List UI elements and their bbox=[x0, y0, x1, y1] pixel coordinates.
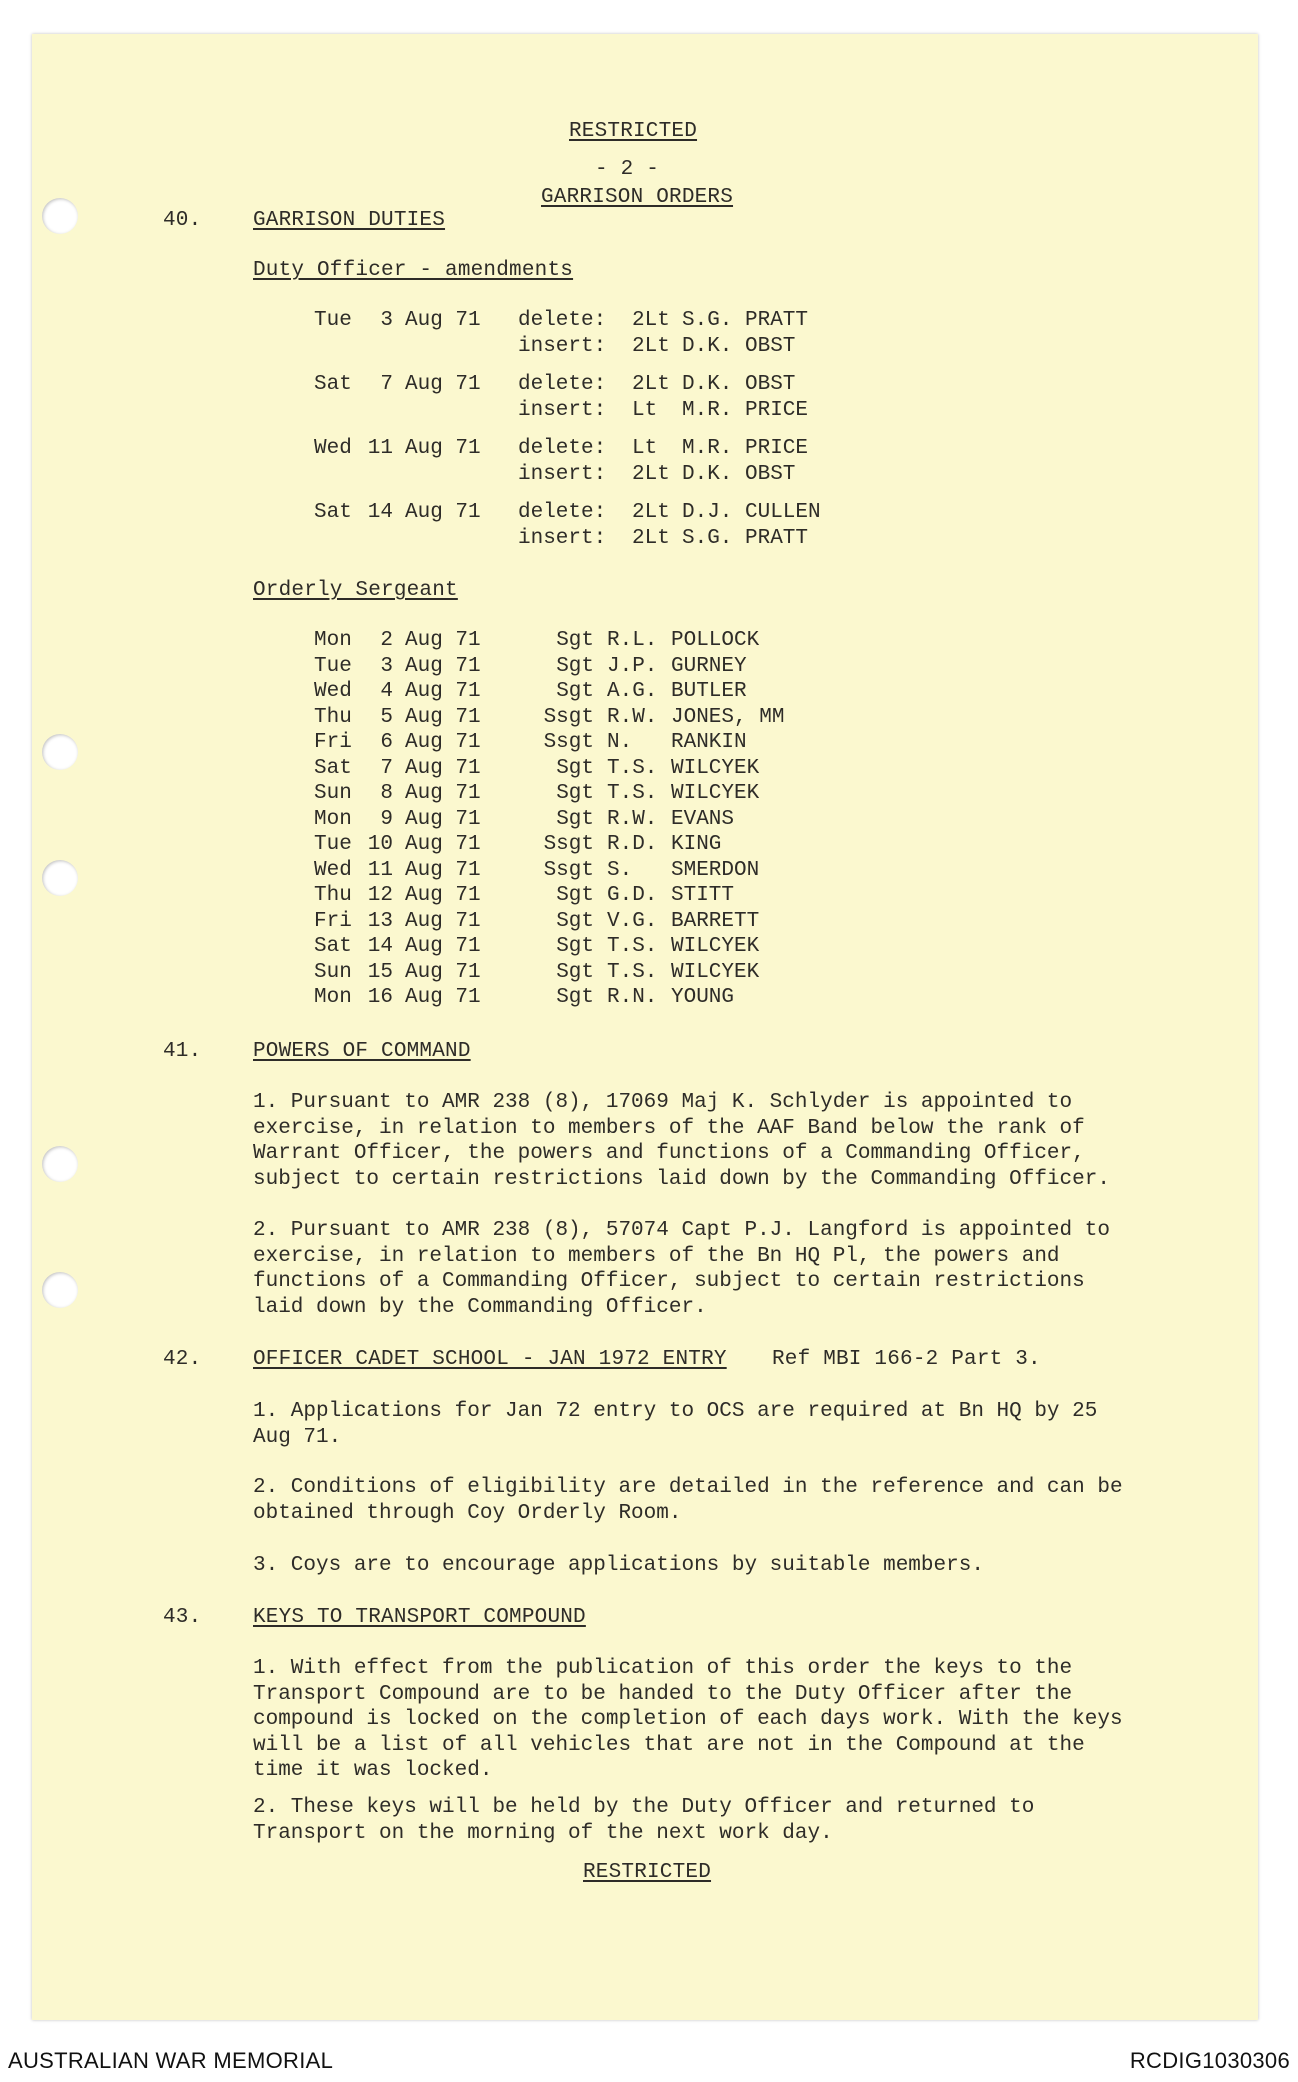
orderly-sergeant-rank: Sgt bbox=[556, 935, 594, 958]
orderly-sergeant-date: 11 bbox=[367, 858, 393, 882]
duty-officer-day: Sat bbox=[314, 501, 352, 524]
punch-hole bbox=[42, 198, 78, 234]
duty-officer-ins-label: insert: bbox=[518, 399, 607, 422]
duty-officer-date: 14 bbox=[367, 501, 393, 524]
subsection-heading: Orderly Sergeant bbox=[253, 579, 458, 602]
orderly-sergeant-mon: Aug 71 bbox=[405, 833, 481, 856]
duty-officer-ins-init: D.K. bbox=[682, 463, 733, 486]
orderly-sergeant-init: T.S. bbox=[607, 935, 658, 958]
orderly-sergeant-mon: Aug 71 bbox=[405, 935, 481, 958]
orderly-sergeant-name: EVANS bbox=[671, 807, 735, 831]
duty-officer-ins-name: OBST bbox=[745, 463, 796, 486]
orderly-sergeant-rank: Sgt bbox=[556, 782, 594, 805]
orderly-sergeant-init: T.S. bbox=[607, 782, 658, 805]
orderly-sergeant-rank: Sgt bbox=[556, 909, 594, 933]
orderly-sergeant-name: POLLOCK bbox=[671, 629, 760, 652]
orderly-sergeant-date: 7 bbox=[380, 756, 393, 780]
orderly-sergeant-rank: Sgt bbox=[556, 884, 594, 907]
duty-officer-del-rank: Lt bbox=[632, 437, 658, 460]
orderly-sergeant-row bbox=[0, 756, 1298, 782]
orderly-sergeant-mon: Aug 71 bbox=[405, 960, 481, 984]
duty-officer-row bbox=[0, 372, 1298, 424]
paragraph: 1. With effect from the publication of this order the keys to the Transport Compound are to be handed to the Duty Officer after the compound is locked on the completion of each days work. With the keys will be a list of all vehicles that are not in the Compound at the time it was locked. bbox=[253, 1657, 1123, 1782]
orderly-sergeant-name: JONES, MM bbox=[671, 705, 785, 729]
orderly-sergeant-name: STITT bbox=[671, 884, 735, 907]
duty-officer-del-rank: 2Lt bbox=[632, 501, 670, 524]
section-reference: Ref MBI 166-2 Part 3. bbox=[772, 1348, 1041, 1371]
orderly-sergeant-row bbox=[0, 705, 1298, 731]
orderly-sergeant-rank: Sgt bbox=[556, 960, 594, 984]
duty-officer-ins-name: PRICE bbox=[745, 399, 809, 422]
orderly-sergeant-date: 14 bbox=[367, 935, 393, 958]
duty-officer-del-label: delete: bbox=[518, 309, 607, 332]
orderly-sergeant-date: 13 bbox=[367, 909, 393, 933]
orderly-sergeant-date: 9 bbox=[380, 807, 393, 831]
orderly-sergeant-init: V.G. bbox=[607, 909, 658, 933]
paragraph: 2. These keys will be held by the Duty Officer and returned to Transport on the morning of the next work day. bbox=[253, 1796, 1035, 1845]
orderly-sergeant-row bbox=[0, 654, 1298, 680]
paragraph: 1. Pursuant to AMR 238 (8), 17069 Maj K. Schlyder is appointed to exercise, in relation to members of the AAF Band below the rank of Warrant Officer, the powers and functions of a Commanding Officer, subject to certain restrictions laid down by the Commanding Officer. bbox=[253, 1091, 1110, 1191]
orderly-sergeant-day: Fri bbox=[314, 731, 352, 754]
orderly-sergeant-row bbox=[0, 883, 1298, 909]
orderly-sergeant-date: 5 bbox=[380, 705, 393, 729]
orderly-sergeant-day: Tue bbox=[314, 654, 352, 678]
orderly-sergeant-day: Wed bbox=[314, 680, 352, 703]
duty-officer-del-name: PRICE bbox=[745, 437, 809, 460]
orderly-sergeant-name: BUTLER bbox=[671, 680, 747, 703]
orderly-sergeant-row bbox=[0, 730, 1298, 756]
section-heading: GARRISON DUTIES bbox=[253, 209, 446, 232]
orderly-sergeant-rank: Sgt bbox=[556, 654, 594, 678]
orderly-sergeant-name: WILCYEK bbox=[671, 960, 760, 984]
duty-officer-del-name: OBST bbox=[745, 373, 796, 396]
duty-officer-row bbox=[0, 308, 1298, 360]
orderly-sergeant-date: 2 bbox=[380, 629, 393, 652]
orderly-sergeant-name: KING bbox=[671, 833, 722, 856]
orderly-sergeant-row bbox=[0, 858, 1298, 884]
duty-officer-date: 3 bbox=[380, 309, 393, 332]
duty-officer-day: Wed bbox=[314, 437, 352, 460]
section-number: 41. bbox=[163, 1040, 202, 1063]
footer-source: AUSTRALIAN WAR MEMORIAL bbox=[8, 2048, 334, 2073]
orderly-sergeant-rank: Ssgt bbox=[543, 705, 594, 729]
orderly-sergeant-name: SMERDON bbox=[671, 858, 760, 882]
orderly-sergeant-init: R.W. bbox=[607, 807, 658, 831]
duty-officer-del-init: D.J. bbox=[682, 501, 733, 524]
duty-officer-date: 7 bbox=[380, 373, 393, 396]
duty-officer-ins-init: M.R. bbox=[682, 399, 733, 422]
duty-officer-ins-label: insert: bbox=[518, 463, 607, 486]
orderly-sergeant-mon: Aug 71 bbox=[405, 884, 481, 907]
duty-officer-ins-rank: Lt bbox=[632, 399, 658, 422]
orderly-sergeant-row bbox=[0, 985, 1298, 1011]
orderly-sergeant-row bbox=[0, 781, 1298, 807]
orderly-sergeant-date: 8 bbox=[380, 782, 393, 805]
orderly-sergeant-init: N. bbox=[607, 731, 633, 754]
duty-officer-row bbox=[0, 436, 1298, 488]
section-heading: KEYS TO TRANSPORT COMPOUND bbox=[253, 1606, 586, 1629]
punch-hole bbox=[42, 1146, 78, 1182]
orderly-sergeant-name: WILCYEK bbox=[671, 935, 760, 958]
orderly-sergeant-day: Mon bbox=[314, 986, 352, 1009]
orderly-sergeant-mon: Aug 71 bbox=[405, 807, 481, 831]
duty-officer-row bbox=[0, 500, 1298, 552]
orderly-sergeant-row bbox=[0, 934, 1298, 960]
orderly-sergeant-date: 12 bbox=[367, 884, 393, 907]
duty-officer-ins-name: PRATT bbox=[745, 527, 809, 550]
document-title: GARRISON ORDERS bbox=[541, 186, 734, 209]
duty-officer-ins-rank: 2Lt bbox=[632, 335, 670, 358]
paragraph: 3. Coys are to encourage applications by suitable members. bbox=[253, 1554, 984, 1577]
orderly-sergeant-name: BARRETT bbox=[671, 909, 760, 933]
orderly-sergeant-row bbox=[0, 960, 1298, 986]
orderly-sergeant-day: Wed bbox=[314, 858, 352, 882]
duty-officer-del-init: S.G. bbox=[682, 309, 733, 332]
duty-officer-ins-init: D.K. bbox=[682, 335, 733, 358]
orderly-sergeant-rank: Sgt bbox=[556, 986, 594, 1009]
orderly-sergeant-row bbox=[0, 832, 1298, 858]
classification-top: RESTRICTED bbox=[569, 120, 698, 143]
orderly-sergeant-name: RANKIN bbox=[671, 731, 747, 754]
duty-officer-mon: Aug 71 bbox=[405, 437, 481, 460]
duty-officer-ins-label: insert: bbox=[518, 335, 607, 358]
duty-officer-ins-rank: 2Lt bbox=[632, 463, 670, 486]
paragraph: 1. Applications for Jan 72 entry to OCS are required at Bn HQ by 25 Aug 71. bbox=[253, 1400, 1098, 1449]
orderly-sergeant-init: R.N. bbox=[607, 986, 658, 1009]
orderly-sergeant-date: 4 bbox=[380, 680, 393, 703]
orderly-sergeant-init: R.W. bbox=[607, 705, 658, 729]
duty-officer-del-label: delete: bbox=[518, 501, 607, 524]
duty-officer-day: Tue bbox=[314, 309, 352, 332]
duty-officer-del-rank: 2Lt bbox=[632, 309, 670, 332]
orderly-sergeant-row bbox=[0, 807, 1298, 833]
orderly-sergeant-row bbox=[0, 628, 1298, 654]
orderly-sergeant-name: YOUNG bbox=[671, 986, 735, 1009]
duty-officer-ins-rank: 2Lt bbox=[632, 527, 670, 550]
orderly-sergeant-mon: Aug 71 bbox=[405, 756, 481, 780]
duty-officer-del-rank: 2Lt bbox=[632, 373, 670, 396]
orderly-sergeant-mon: Aug 71 bbox=[405, 629, 481, 652]
punch-hole bbox=[42, 1272, 78, 1308]
orderly-sergeant-name: GURNEY bbox=[671, 654, 747, 678]
duty-officer-del-name: PRATT bbox=[745, 309, 809, 332]
orderly-sergeant-rank: Ssgt bbox=[543, 858, 594, 882]
orderly-sergeant-row bbox=[0, 679, 1298, 705]
orderly-sergeant-row bbox=[0, 909, 1298, 935]
duty-officer-del-init: M.R. bbox=[682, 437, 733, 460]
orderly-sergeant-rank: Sgt bbox=[556, 680, 594, 703]
duty-officer-date: 11 bbox=[367, 437, 393, 460]
orderly-sergeant-day: Tue bbox=[314, 833, 352, 856]
footer-id: RCDIG1030306 bbox=[1129, 2048, 1290, 2073]
orderly-sergeant-mon: Aug 71 bbox=[405, 986, 481, 1009]
duty-officer-mon: Aug 71 bbox=[405, 309, 481, 332]
orderly-sergeant-mon: Aug 71 bbox=[405, 782, 481, 805]
duty-officer-mon: Aug 71 bbox=[405, 373, 481, 396]
duty-officer-del-label: delete: bbox=[518, 437, 607, 460]
orderly-sergeant-init: J.P. bbox=[607, 654, 658, 678]
section-number: 43. bbox=[163, 1606, 202, 1629]
subsection-heading: Duty Officer - amendments bbox=[253, 259, 574, 282]
duty-officer-del-label: delete: bbox=[518, 373, 607, 396]
orderly-sergeant-date: 3 bbox=[380, 654, 393, 678]
page-number: - 2 - bbox=[595, 158, 660, 181]
orderly-sergeant-name: WILCYEK bbox=[671, 782, 760, 805]
orderly-sergeant-init: T.S. bbox=[607, 960, 658, 984]
orderly-sergeant-mon: Aug 71 bbox=[405, 705, 481, 729]
orderly-sergeant-init: G.D. bbox=[607, 884, 658, 907]
orderly-sergeant-init: R.D. bbox=[607, 833, 658, 856]
orderly-sergeant-day: Sun bbox=[314, 960, 352, 984]
orderly-sergeant-rank: Sgt bbox=[556, 629, 594, 652]
duty-officer-ins-init: S.G. bbox=[682, 527, 733, 550]
orderly-sergeant-name: WILCYEK bbox=[671, 756, 760, 780]
orderly-sergeant-mon: Aug 71 bbox=[405, 654, 481, 678]
orderly-sergeant-day: Sat bbox=[314, 935, 352, 958]
paragraph: 2. Pursuant to AMR 238 (8), 57074 Capt P.J. Langford is appointed to exercise, in relation to members of the Bn HQ Pl, the powers and functions of a Commanding Officer, subject to certain restrictions laid down by the Commanding Officer. bbox=[253, 1219, 1110, 1319]
orderly-sergeant-day: Thu bbox=[314, 705, 352, 729]
orderly-sergeant-date: 15 bbox=[367, 960, 393, 984]
duty-officer-del-name: CULLEN bbox=[745, 501, 821, 524]
orderly-sergeant-init: T.S. bbox=[607, 756, 658, 780]
orderly-sergeant-rank: Sgt bbox=[556, 756, 594, 780]
orderly-sergeant-day: Fri bbox=[314, 909, 352, 933]
orderly-sergeant-mon: Aug 71 bbox=[405, 731, 481, 754]
orderly-sergeant-mon: Aug 71 bbox=[405, 680, 481, 703]
duty-officer-ins-name: OBST bbox=[745, 335, 796, 358]
orderly-sergeant-day: Mon bbox=[314, 807, 352, 831]
duty-officer-ins-label: insert: bbox=[518, 527, 607, 550]
orderly-sergeant-day: Mon bbox=[314, 629, 352, 652]
orderly-sergeant-init: R.L. bbox=[607, 629, 658, 652]
orderly-sergeant-rank: Sgt bbox=[556, 807, 594, 831]
orderly-sergeant-init: A.G. bbox=[607, 680, 658, 703]
orderly-sergeant-rank: Ssgt bbox=[543, 833, 594, 856]
orderly-sergeant-date: 6 bbox=[380, 731, 393, 754]
orderly-sergeant-rank: Ssgt bbox=[543, 731, 594, 754]
section-number: 42. bbox=[163, 1348, 202, 1371]
section-number: 40. bbox=[163, 209, 202, 232]
orderly-sergeant-mon: Aug 71 bbox=[405, 909, 481, 933]
orderly-sergeant-mon: Aug 71 bbox=[405, 858, 481, 882]
paragraph: 2. Conditions of eligibility are detailed in the reference and can be obtained through Coy Orderly Room. bbox=[253, 1476, 1123, 1525]
orderly-sergeant-day: Sun bbox=[314, 782, 352, 805]
section-heading: OFFICER CADET SCHOOL - JAN 1972 ENTRY bbox=[253, 1348, 727, 1371]
duty-officer-del-init: D.K. bbox=[682, 373, 733, 396]
duty-officer-mon: Aug 71 bbox=[405, 501, 481, 524]
orderly-sergeant-date: 16 bbox=[367, 986, 393, 1009]
orderly-sergeant-date: 10 bbox=[367, 833, 393, 856]
orderly-sergeant-init: S. bbox=[607, 858, 633, 882]
classification-bottom: RESTRICTED bbox=[583, 1861, 712, 1884]
duty-officer-day: Sat bbox=[314, 373, 352, 396]
section-heading: POWERS OF COMMAND bbox=[253, 1040, 471, 1063]
orderly-sergeant-day: Thu bbox=[314, 884, 352, 907]
orderly-sergeant-day: Sat bbox=[314, 756, 352, 780]
